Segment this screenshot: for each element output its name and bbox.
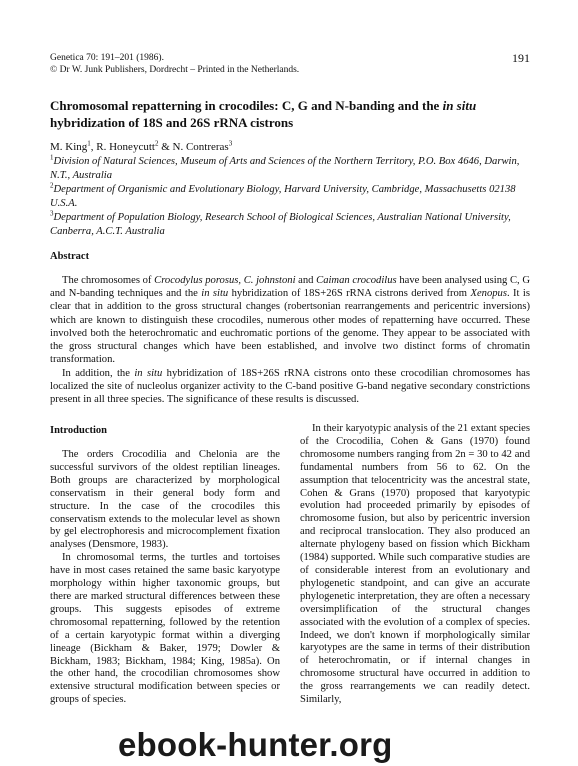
author-list xyxy=(50,141,232,153)
abstract-p1-in-situ: in situ xyxy=(201,288,229,300)
watermark: ebook-hunter.org xyxy=(118,726,393,763)
affiliation-3-sup: 3 xyxy=(50,209,54,218)
abstract-p2-in-situ: in situ xyxy=(134,368,163,379)
abstract-p2-text-1: In addition, the xyxy=(62,368,135,379)
title-line2-text: hybridization of 18S and 26S rRNA cistrons xyxy=(50,115,294,130)
page-number: 191 xyxy=(512,51,530,65)
abstract-heading: Abstract xyxy=(50,251,90,262)
intro-right-p1-text: In their karyotypic analysis of the 21 extant species of the Crocodilia, Cohen & Gans (1970) found chromosome numbers ranging from 2n = 30 to 42 and fundamental numbers from 56 to 62. On the assumption that telocentricity was the ancestral state, Cohen & Grans (1970) proposed that karyotypic evolution had proceeded primarily by episodes of chromosome fusion, but also by pericentric inversion and reciprocal translocation. They also produced an alternate phylogeny based on fission which Bickham (1984) supported. While such comparative studies are of considerable interest from an evolutionary and phylogenetic standpoint, and can give an accurate phylogenetic interpretation, they are often a necessary oversimplification of the structural changes associated with the evolution of a complex of species. Indeed, we don't known if morphologically similar karyotypes are the same in terms of their distribution of heterochromatin, or if internal changes in chromosome structural have occurred in addition to the gross rearrangements we can readily detect. Similarly, xyxy=(300,423,530,706)
journal-citation: Genetica 70: 191–201 (1986). xyxy=(50,53,164,63)
affiliation-3-text: Department of Population Biology, Research School of Biological Sciences, Australian National University, Canberra, A.C.T. Australia xyxy=(50,212,511,237)
introduction-heading: Introduction xyxy=(50,425,107,436)
author-2: , R. Honeycutt xyxy=(90,141,155,153)
abstract-p1-text-5: . It is clear that in addition to the gross structural changes (robertsonian rearrangements and pericentric inversions) which are known to distinguish these crocodiles, numerous other modes of repatterning have occurred. These involved both the heterochromatic and euchromatic portions of the genome. They appear to be associated with the gross structural changes which have been established, and involve two distinct forms of chromatin transformation. xyxy=(50,288,530,366)
abstract-p2-text-2: hybridization of 18S+26S rRNA cistrons onto these crocodilian chromosomes has localized the site of nucleolus organizer activity to the C-band positive G-band negative secondary constrictions present in all three species. The significance of these results is discussed. xyxy=(50,368,530,406)
intro-left-paragraph-2 xyxy=(50,552,280,707)
abstract-p1-text-1: The chromosomes of xyxy=(62,275,155,286)
abstract-paragraph-1 xyxy=(50,274,530,366)
affiliation-1 xyxy=(50,155,540,183)
introduction-right-column xyxy=(300,423,530,707)
publisher-line: © Dr W. Junk Publishers, Dordrecht – Printed in the Netherlands. xyxy=(50,65,300,75)
affiliation-2-text: Department of Organismic and Evolutionary Biology, Harvard University, Cambridge, Massachusetts 02138 U.S.A. xyxy=(50,184,516,209)
journal-header xyxy=(50,52,299,76)
author-1-sup: 1 xyxy=(87,139,91,148)
abstract-paragraph-2 xyxy=(50,367,530,407)
abstract-p1-text-3: have been analysed using C, G and N-banding techniques and the xyxy=(50,275,530,300)
author-1: M. King xyxy=(50,141,88,153)
author-3: & N. Contreras xyxy=(158,141,229,153)
article-title xyxy=(50,97,530,131)
title-line1-text: Chromosomal repatterning in crocodiles: C, G and N-banding and the xyxy=(50,98,443,113)
intro-left-p1-text: The orders Crocodilia and Chelonia are the successful survivors of the oldest reptilian lineages. Both groups are characterized by morphological conservatism in their general body form and structure. In the case of the crocodiles this conservatism extends to the molecular level as shown by gel electrophoresis and microcomplement fixation analyses (Densmore, 1983). xyxy=(50,449,280,551)
abstract-p1-xenopus: Xenopus xyxy=(470,288,507,300)
title-italic: in situ xyxy=(442,98,477,113)
author-3-sup: 3 xyxy=(228,139,233,148)
introduction-left-column xyxy=(50,449,280,707)
abstract-p1-species-2: Caiman crocodilus xyxy=(316,275,397,286)
intro-right-paragraph-1 xyxy=(300,423,530,707)
abstract-p1-text-2: and xyxy=(295,275,317,286)
affiliation-2 xyxy=(50,183,540,211)
abstract-p1-species-1: Crocodylus porosus, C. johnstoni xyxy=(154,275,296,286)
intro-left-p2-text: In chromosomal terms, the turtles and tortoises have in most cases retained the same basic karyotype morphology within higher taxonomic groups, but there are marked structural differences between these groups. This suggests episodes of extreme chromosomal repatterning, followed by the retention of a certain karyotypic format within a diverging lineage (Bickham & Baker, 1979; Dowler & Bickham, 1983; Bickham, 1984; King, 1985a). On the other hand, the crocodilian chromosomes show extensive structural modification between species or groups of species. xyxy=(50,552,280,706)
affiliation-1-sup: 1 xyxy=(50,153,54,162)
affiliation-2-sup: 2 xyxy=(50,181,54,190)
abstract-p1-text-4: hybridization of 18S+26S rRNA cistrons derived from xyxy=(228,288,471,300)
affiliation-3 xyxy=(50,211,540,239)
affiliation-1-text: Division of Natural Sciences, Museum of Arts and Sciences of the Northern Territory, P.O. Box 4646, Darwin, N.T., Australia xyxy=(50,156,520,181)
author-2-sup: 2 xyxy=(154,139,159,148)
intro-left-paragraph-1 xyxy=(50,449,280,552)
